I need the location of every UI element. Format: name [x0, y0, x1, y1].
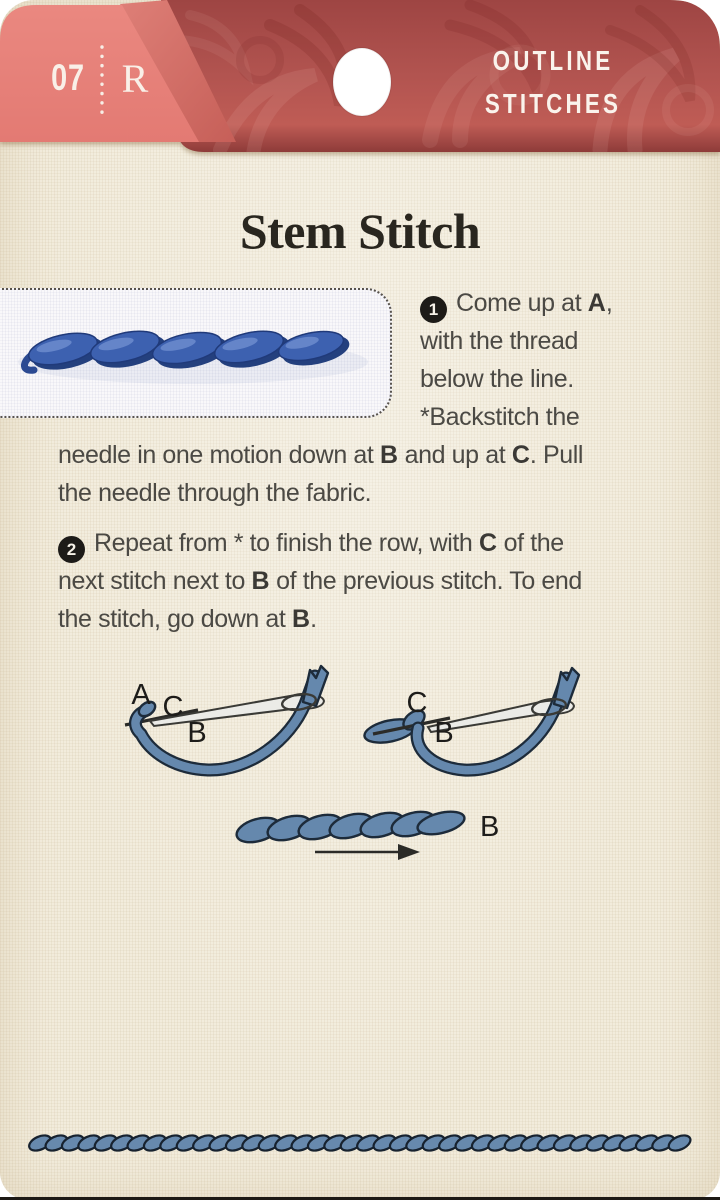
- category-line-1: OUTLINE: [492, 45, 614, 77]
- punch-hole: [333, 48, 391, 116]
- rope-border-segments: [27, 1132, 693, 1153]
- page-title: Stem Stitch: [239, 203, 481, 259]
- category-line-2: STITCHES: [484, 88, 622, 120]
- stitch-direction-illustration: [234, 807, 500, 860]
- sample-stitch-row: [0, 290, 390, 414]
- stitch-diagrams: [0, 640, 720, 880]
- stitch-diagram-step1: [125, 666, 328, 770]
- header-band: [0, 0, 720, 160]
- instruction-line: below the line.: [420, 365, 574, 393]
- instruction-line: the stitch, go down at B.: [58, 605, 317, 633]
- instruction-line: with the thread: [420, 327, 578, 355]
- card-letter: R: [121, 56, 149, 101]
- instruction-line: the needle through the fabric.: [58, 479, 372, 507]
- label-b: B: [434, 717, 454, 749]
- label-c: C: [406, 687, 428, 719]
- instruction-line: next stitch next to B of the previous stitch. To end: [58, 567, 582, 595]
- step-number-badge: 1: [420, 296, 447, 323]
- instruction-line: needle in one motion down at B and up at C. Pull: [58, 441, 584, 469]
- label-c: C: [162, 691, 184, 723]
- instruction-line: *Backstitch the: [420, 403, 580, 431]
- instruction-line: 1 Come up at A,: [420, 286, 612, 323]
- instruction-line: 2 Repeat from * to finish the row, with C of the: [58, 526, 564, 563]
- label-a: A: [131, 679, 151, 711]
- stitch-sample-photo: [0, 288, 392, 418]
- step-number-badge: 2: [58, 536, 85, 563]
- card-number: 07: [51, 57, 85, 99]
- rope-border: [0, 1126, 720, 1162]
- label-b: B: [480, 811, 500, 843]
- label-b: B: [187, 717, 207, 749]
- stitch-diagram-step2: [362, 668, 579, 770]
